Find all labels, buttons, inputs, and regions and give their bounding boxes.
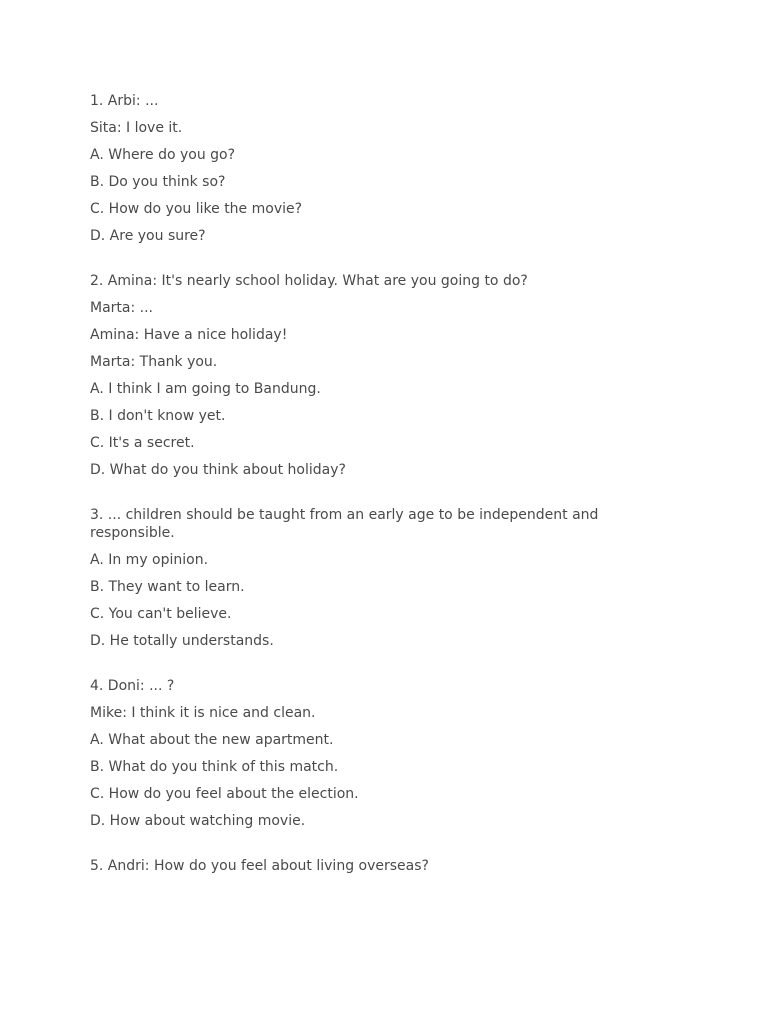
question-5-prompt: 5. Andri: How do you feel about living overseas? [90,858,429,874]
question-5 [90,857,650,875]
question-1-option-b: B. Do you think so? [90,174,226,190]
question-1-option-d: D. Are you sure? [90,228,206,244]
question-4-prompt: 4. Doni: ... ? [90,678,175,694]
question-2-option-b: B. I don't know yet. [90,408,226,424]
question-3 [90,506,650,650]
question-2-option-c: C. It's a secret. [90,435,195,451]
question-3-option-c: C. You can't believe. [90,606,232,622]
question-1-option-a: A. Where do you go? [90,147,236,163]
question-1 [90,92,650,245]
question-4-option-a: A. What about the new apartment. [90,732,334,748]
question-2-dialog-line: Marta: Thank you. [90,354,218,370]
question-4-option-d: D. How about watching movie. [90,813,306,829]
question-2-dialog-line: Amina: Have a nice holiday! [90,327,288,343]
question-3-option-a: A. In my opinion. [90,552,209,568]
question-4 [90,677,650,830]
question-1-option-c: C. How do you like the movie? [90,201,303,217]
question-1-prompt: 1. Arbi: ... [90,93,159,109]
question-2 [90,272,650,479]
question-2-option-a: A. I think I am going to Bandung. [90,381,321,397]
question-4-response: Mike: I think it is nice and clean. [90,705,316,721]
question-3-option-b: B. They want to learn. [90,579,245,595]
question-1-response: Sita: I love it. [90,120,183,136]
document-page [90,92,650,902]
question-3-prompt: 3. ... children should be taught from an early age to be independent and responsible. [90,507,599,541]
question-2-prompt: 2. Amina: It's nearly school holiday. What are you going to do? [90,273,528,289]
question-2-dialog-line: Marta: ... [90,300,153,316]
question-4-option-b: B. What do you think of this match. [90,759,339,775]
question-3-option-d: D. He totally understands. [90,633,274,649]
question-4-option-c: C. How do you feel about the election. [90,786,359,802]
question-2-option-d: D. What do you think about holiday? [90,462,346,478]
